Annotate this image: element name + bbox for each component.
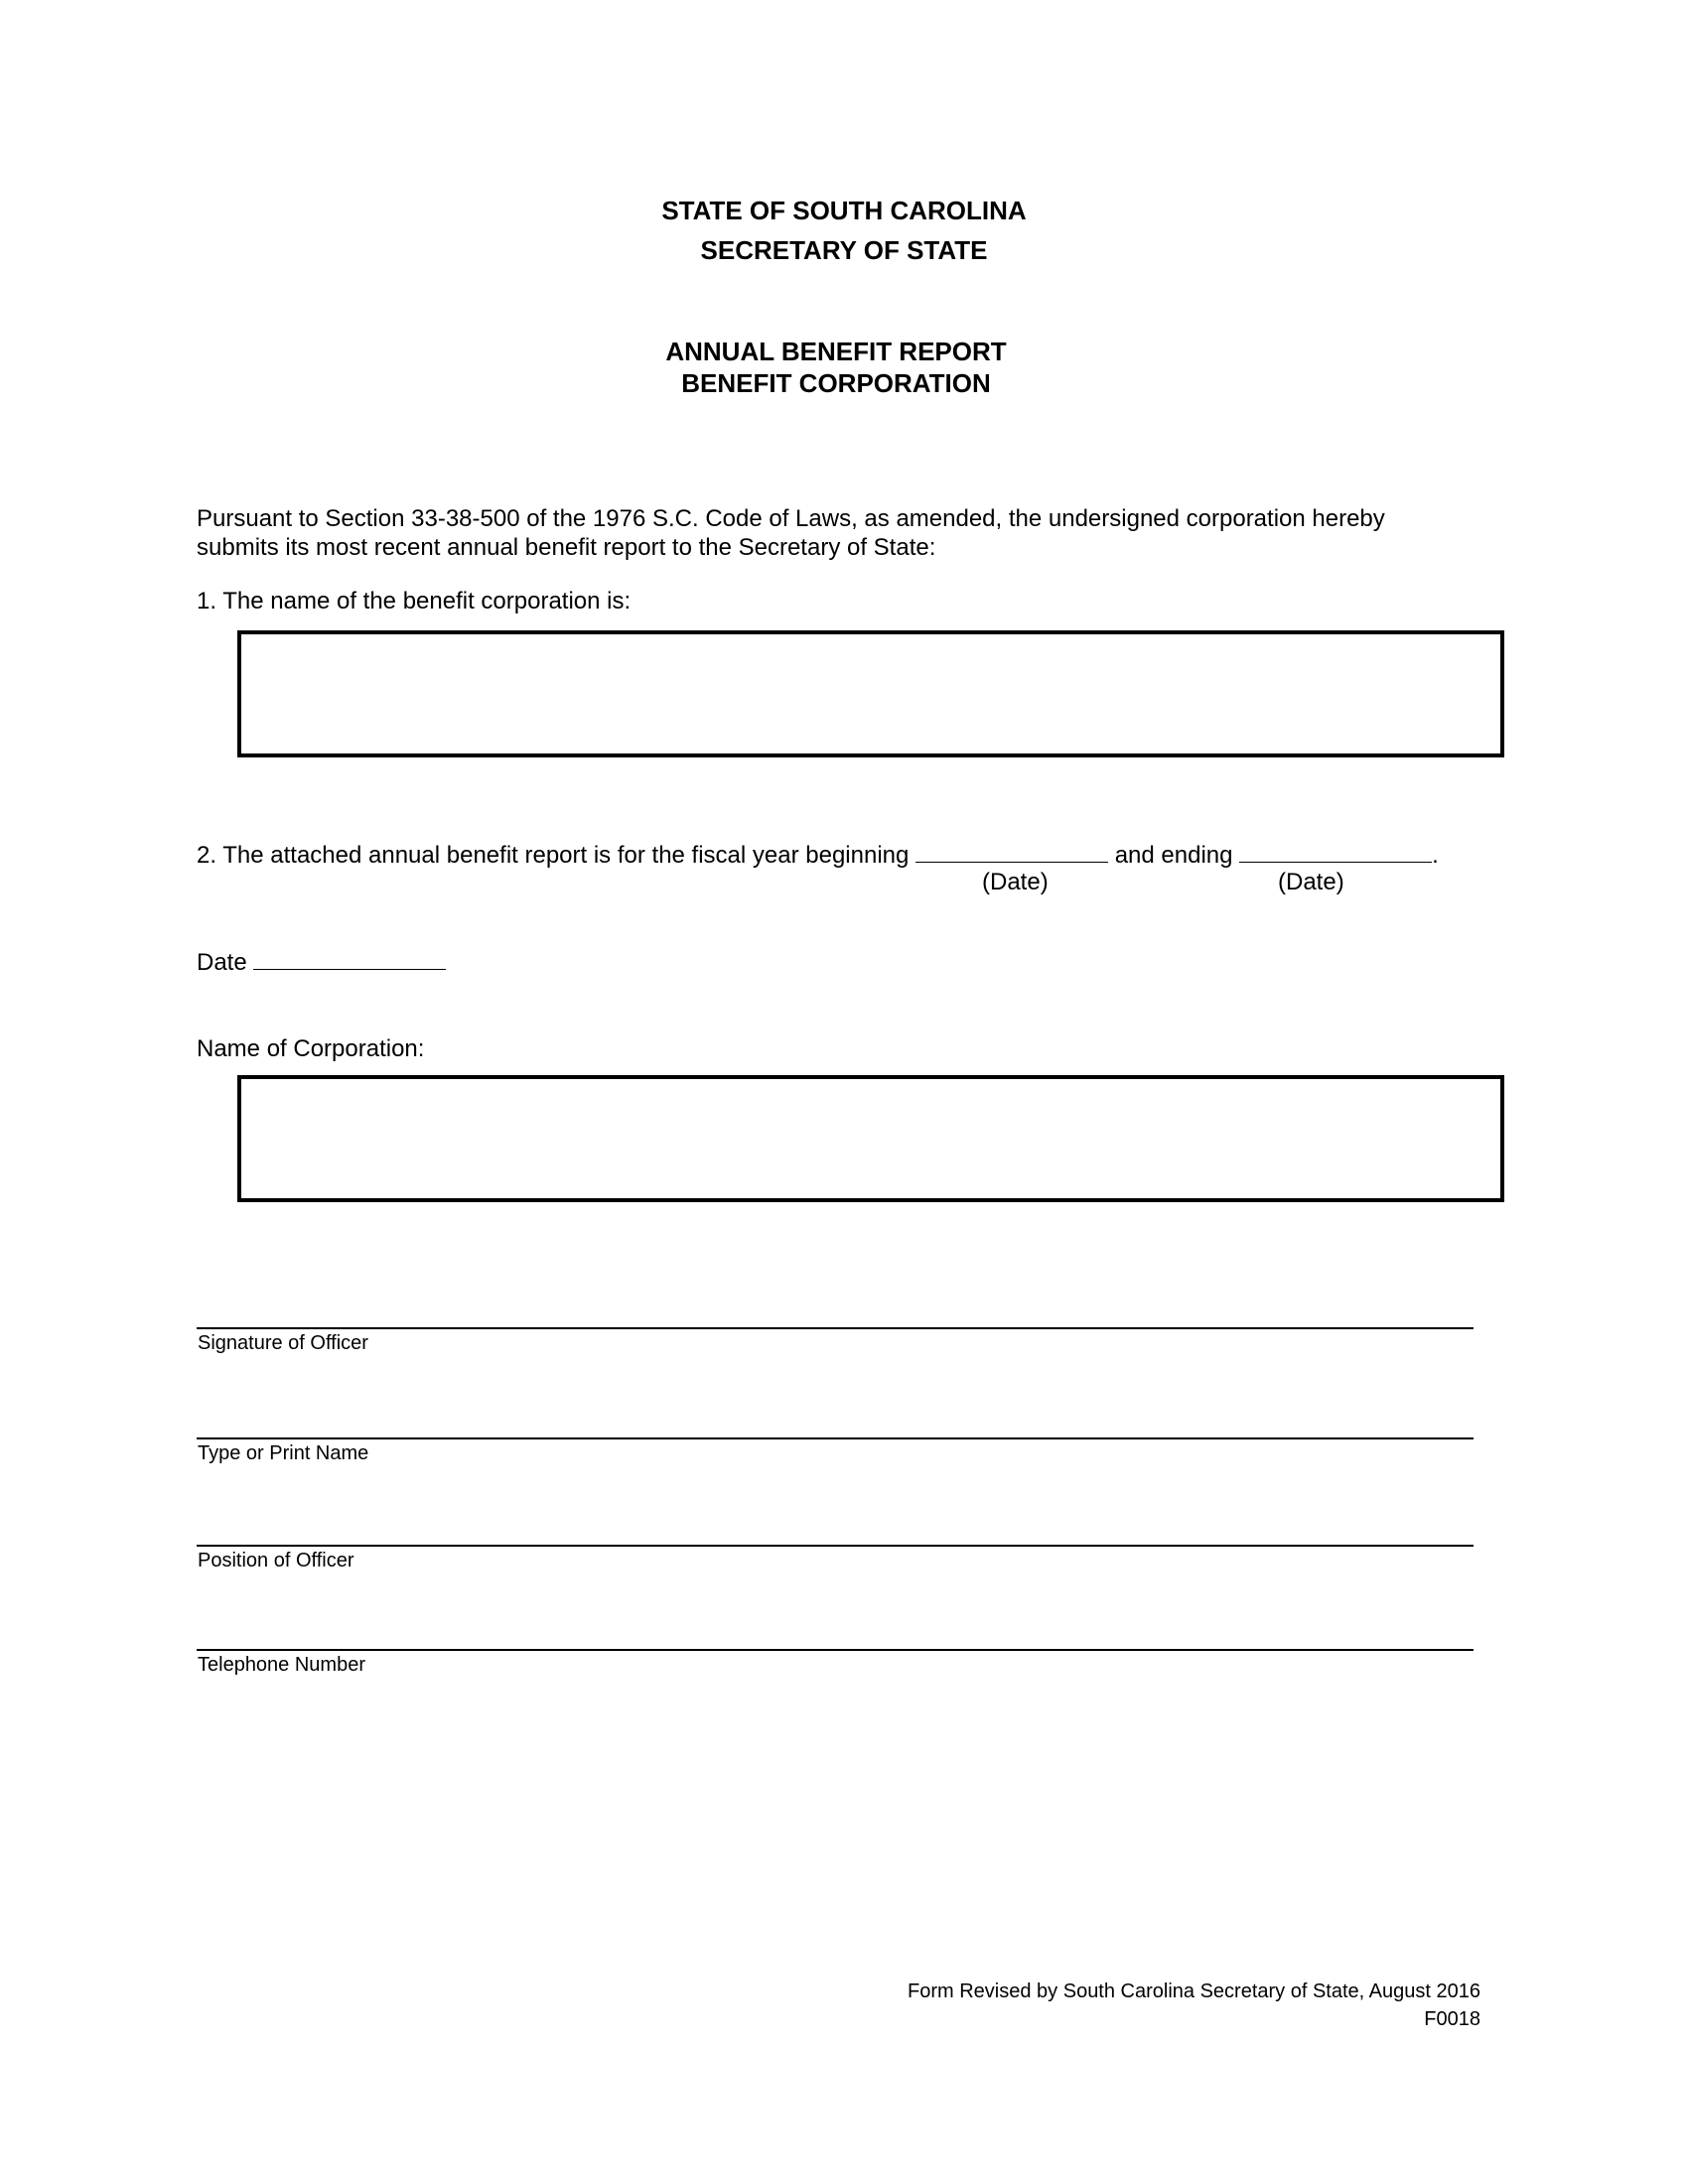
fiscal-year-begin-field[interactable] (915, 838, 1108, 863)
telephone-line[interactable] (197, 1649, 1474, 1651)
signature-label: Signature of Officer (198, 1332, 368, 1354)
position-line[interactable] (197, 1545, 1474, 1547)
report-subtitle: BENEFIT CORPORATION (681, 368, 991, 398)
item-2-text: 2. The attached annual benefit report is for the fiscal year beginning (197, 842, 910, 869)
item-2-and-ending: and ending (1114, 842, 1233, 869)
item-2-row (197, 838, 1439, 871)
office-heading: SECRETARY OF STATE (700, 235, 988, 265)
begin-date-caption: (Date) (982, 869, 1049, 895)
report-title: ANNUAL BENEFIT REPORT (665, 337, 1007, 366)
state-heading: STATE OF SOUTH CAROLINA (661, 196, 1027, 225)
intro-line-2: submits its most recent annual benefit report to the Secretary of State: (197, 534, 936, 561)
signature-line[interactable] (197, 1327, 1474, 1329)
fiscal-year-end-field[interactable] (1239, 838, 1432, 863)
intro-line-1: Pursuant to Section 33-38-500 of the 1976 S.C. Code of Laws, as amended, the undersigned corporation hereby (197, 505, 1385, 532)
item-2-period: . (1432, 842, 1439, 869)
footer (908, 1978, 1480, 2033)
item-1-label: 1. The name of the benefit corporation is: (197, 588, 632, 614)
date-label: Date (197, 949, 247, 976)
telephone-label: Telephone Number (198, 1654, 365, 1676)
footer-revised: Form Revised by South Carolina Secretary of State, August 2016 (908, 1980, 1480, 2002)
date-row (197, 945, 446, 978)
corporation-name-label: Name of Corporation: (197, 1035, 425, 1062)
position-label: Position of Officer (198, 1550, 354, 1571)
date-field[interactable] (253, 945, 446, 970)
footer-form-number: F0018 (1424, 2008, 1480, 2030)
corporation-name-box[interactable] (237, 1075, 1504, 1202)
end-date-caption: (Date) (1278, 869, 1344, 895)
benefit-corporation-name-box[interactable] (237, 630, 1504, 757)
print-name-label: Type or Print Name (198, 1442, 369, 1464)
print-name-line[interactable] (197, 1437, 1474, 1439)
